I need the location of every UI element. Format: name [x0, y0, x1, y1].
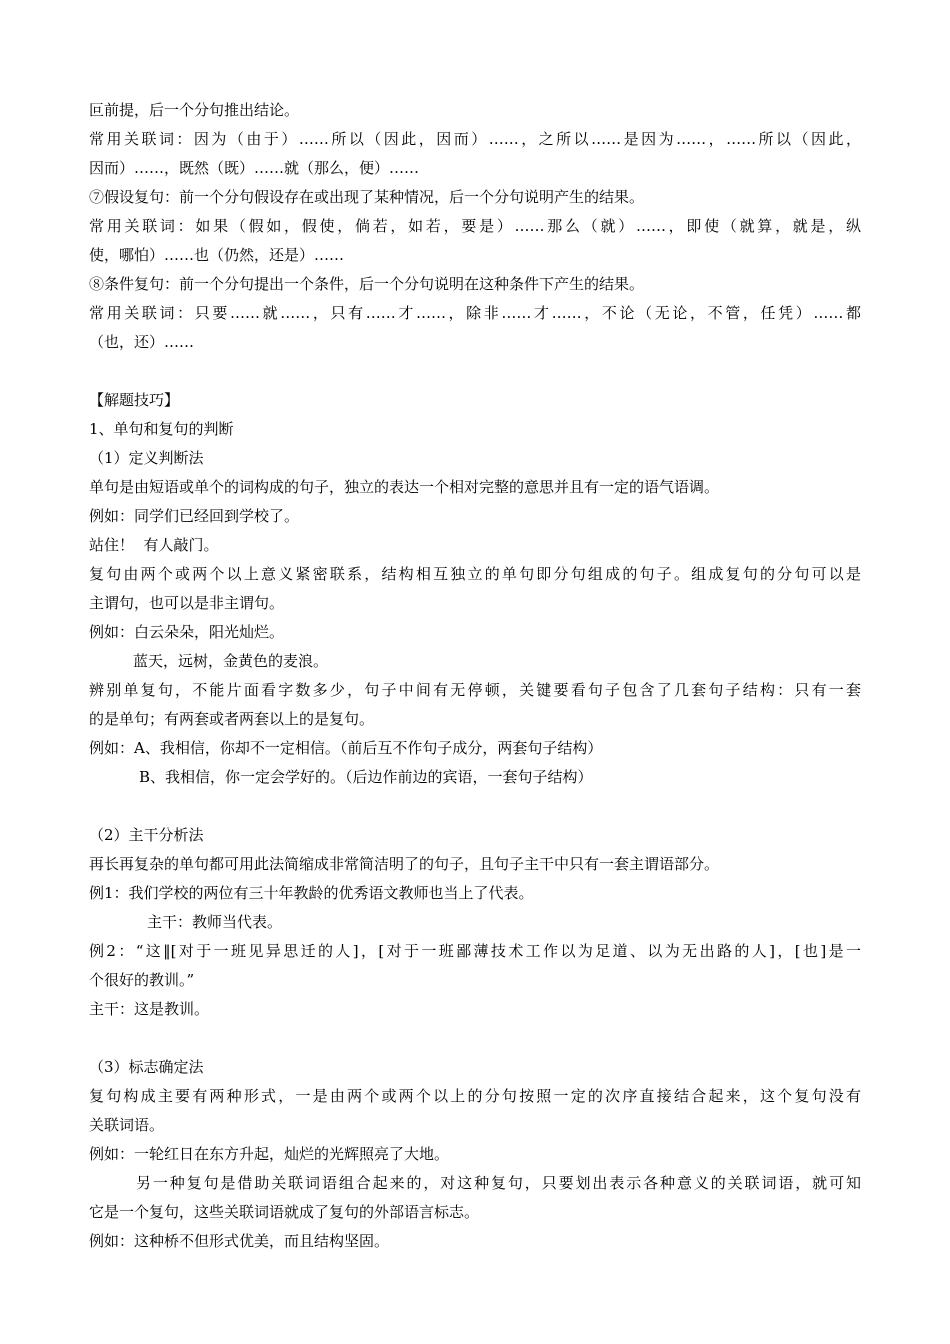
text-line: 复句由两个或两个以上意义紧密联系，结构相互独立的单句即分句组成的句子。组成复句的分句可以是: [89, 565, 861, 583]
text-line: 主干：这是教训。: [89, 1000, 210, 1018]
method-heading: （1）定义判断法: [89, 449, 204, 467]
text-line: ⑦假设复句：前一个分句假设存在或出现了某种情况，后一个分句说明产生的结果。: [89, 188, 645, 206]
text-line: 个很好的教训。”: [89, 971, 195, 989]
text-line: 蓝天，远树，金黄色的麦浪。: [133, 652, 329, 670]
text-line: （也，还）……: [89, 333, 195, 351]
text-line: 复句构成主要有两种形式，一是由两个或两个以上的分句按照一定的次序直接结合起来，这个复句没有: [89, 1087, 861, 1105]
text-line: 再长再复杂的单句都可用此法简缩成非常简洁明了的句子，且句子主干中只有一套主谓语部分。: [89, 855, 720, 873]
text-line: 单句是由短语或单个的词构成的句子，独立的表达一个相对完整的意思并且有一定的语气语调。: [89, 478, 720, 496]
text-line: 站住！ 有人敲门。: [89, 536, 219, 554]
text-line: 例如：同学们已经回到学校了。: [89, 507, 300, 525]
text-line: 的是单句；有两套或者两套以上的是复句。: [89, 710, 375, 728]
section-heading: 【解题技巧】: [89, 391, 180, 409]
document-page: [89, 96, 861, 1256]
text-line: B、我相信，你一定会学好的。（后边作前边的宾语，一套句子结构）: [139, 768, 593, 786]
text-line: 常用关联词：因为（由于）……所以（因此，因而）……，之所以……是因为……，……所以（因此，: [89, 130, 861, 148]
text-line: 主干：教师当代表。: [147, 913, 283, 931]
text-line: 使，哪怕）……也（仍然，还是）……: [89, 246, 345, 264]
text-line: 另一种复句是借助关联词语组合起来的，对这种复句，只要划出表示各种意义的关联词语，就可知: [136, 1174, 861, 1192]
method-heading: （3）标志确定法: [89, 1058, 204, 1076]
text-line: 因而）……，既然（既）……就（那么，便）……: [89, 159, 420, 177]
text-line: 辨别单复句，不能片面看字数多少，句子中间有无停顿，关键要看句子包含了几套句子结构：只有一套: [89, 681, 861, 699]
text-line: 例如：A、我相信，你却不一定相信。（前后互不作句子成分，两套句子结构）: [89, 739, 603, 757]
text-line: 关联词语。: [89, 1116, 165, 1134]
text-line: 常用关联词：只要……就……，只有……才……，除非……才……，不论（无论，不管，任凭）……都: [89, 304, 861, 322]
paragraph-gap: [89, 357, 861, 386]
text-line: 例如：一轮红日在东方升起，灿烂的光辉照亮了大地。: [89, 1145, 450, 1163]
text-line: 例2：“这‖[对于一班见异思迁的人]，[对于一班鄙薄技术工作以为足道、以为无出路的人]，[也]是一: [89, 942, 861, 960]
paragraph-gap: [89, 792, 861, 821]
text-line: 例1：我们学校的两位有三十年教龄的优秀语文教师也当上了代表。: [89, 884, 534, 902]
text-line: 叵前提，后一个分句推出结论。: [89, 101, 300, 119]
paragraph-gap: [89, 1024, 861, 1053]
text-line: 它是一个复句，这些关联词语就成了复句的外部语言标志。: [89, 1203, 480, 1221]
text-line: 主谓句，也可以是非主谓句。: [89, 594, 285, 612]
text-line: 常用关联词：如果（假如，假使，倘若，如若，要是）……那么（就）……，即使（就算，就是，纵: [89, 217, 861, 235]
method-heading: （2）主干分析法: [89, 826, 204, 844]
text-line: 例如：这种桥不但形式优美，而且结构坚固。: [89, 1232, 390, 1250]
text-line: ⑧条件复句：前一个分句提出一个条件，后一个分句说明在这种条件下产生的结果。: [89, 275, 645, 293]
subsection-heading: 1、单句和复句的判断: [89, 420, 234, 438]
text-line: 例如：白云朵朵，阳光灿烂。: [89, 623, 285, 641]
